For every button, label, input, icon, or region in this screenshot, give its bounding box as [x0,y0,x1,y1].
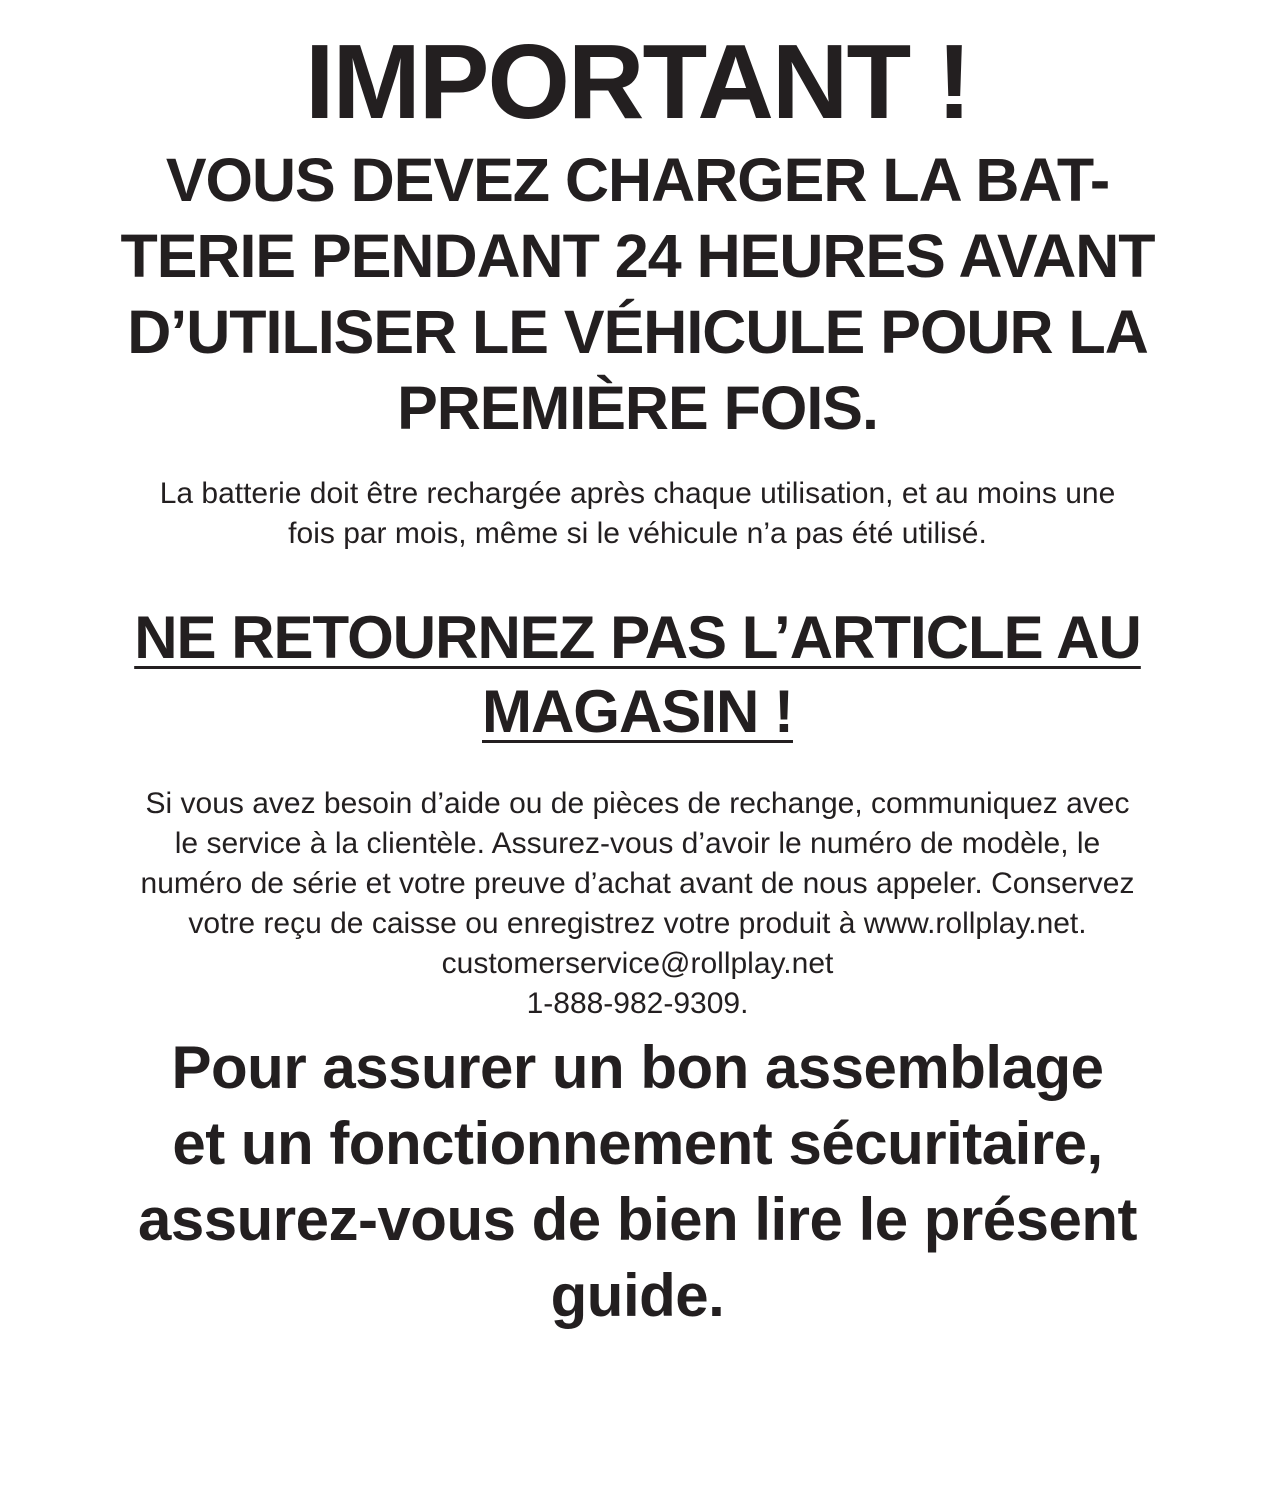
service-info-line: numéro de série et votre preuve d’achat avant de nous appeler. Conservez [140,867,1135,900]
charge-warning-line: TERIE PENDANT 24 HEURES AVANT [120,222,1155,290]
return-notice-line [0,602,1275,674]
charge-warning-line: PREMIÈRE FOIS. [397,374,878,442]
closing-message-line: guide. [550,1262,725,1329]
charge-warning-line: VOUS DEVEZ CHARGER LA BAT- [165,146,1110,214]
recharge-note-line: fois par mois, même si le véhicule n’a pas été utilisé. [288,517,987,550]
closing-message-line: assurez-vous de bien lire le présent [137,1186,1138,1253]
recharge-note-line: La batterie doit être rechargée après chaque utilisation, et au moins une [159,477,1116,510]
closing-message-line: et un fonctionnement sécuritaire, [172,1110,1103,1177]
return-notice-line [0,676,1275,748]
service-info-line: Si vous avez besoin d’aide ou de pièces de rechange, communiquez avec [145,787,1130,820]
closing-message-line: Pour assurer un bon assemblage [171,1034,1104,1101]
return-notice-text: MAGASIN ! [482,678,793,745]
service-info-line: le service à la clientèle. Assurez-vous d’avoir le numéro de modèle, le [174,827,1101,860]
return-notice-text: NE RETOURNEZ PAS L’ARTICLE AU [134,604,1141,671]
page-title: IMPORTANT ! [305,23,970,141]
charge-warning-line: D’UTILISER LE VÉHICULE POUR LA [127,298,1148,366]
customer-service-email: customerservice@rollplay.net [441,947,834,980]
customer-service-phone: 1-888-982-9309. [526,987,749,1020]
service-info-line: votre reçu de caisse ou enregistrez votre produit à www.rollplay.net. [188,907,1087,940]
